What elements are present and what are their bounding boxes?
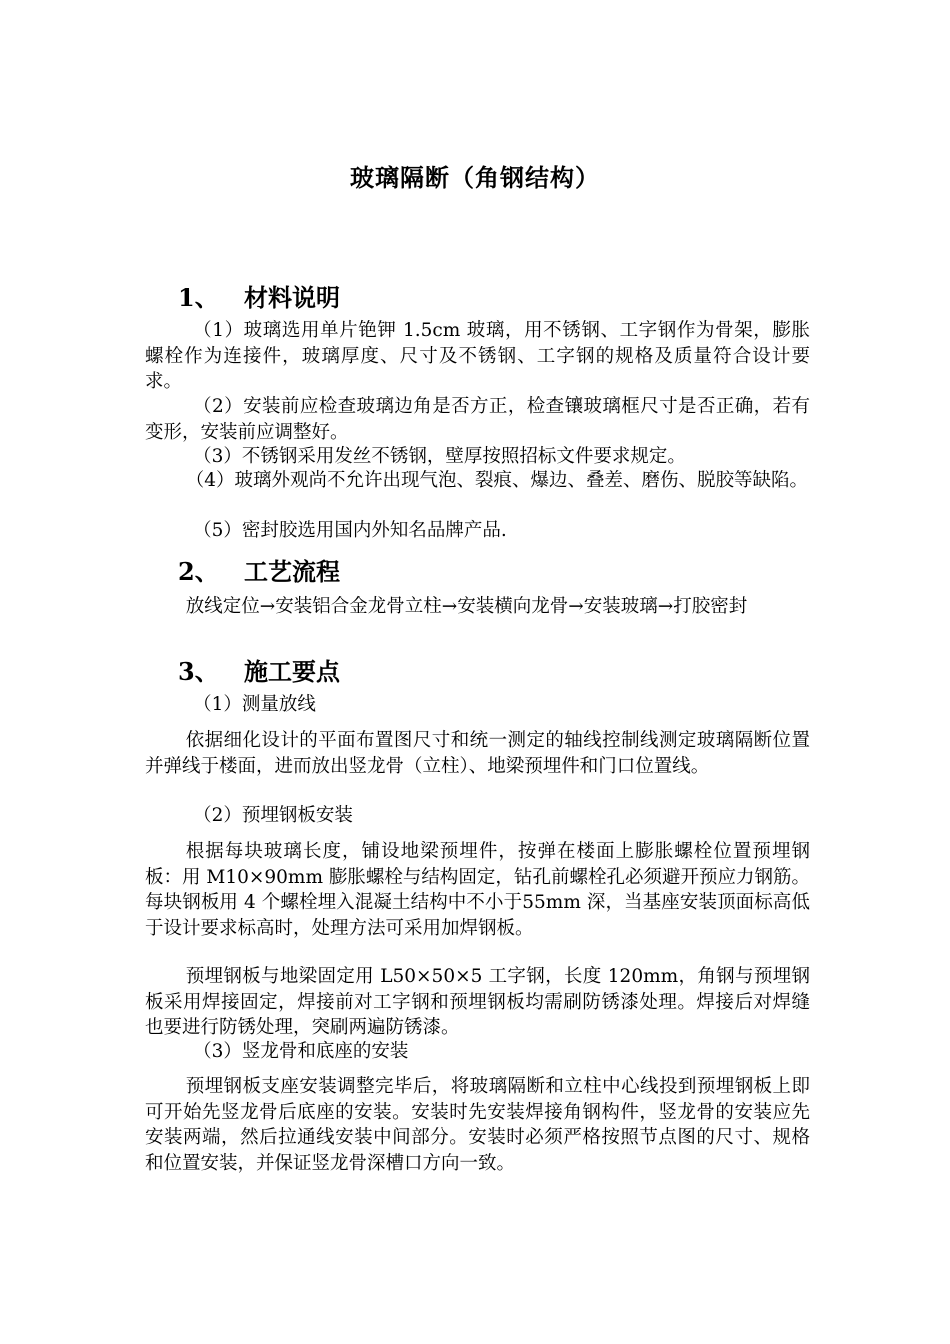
paragraph: 预埋钢板支座安装调整完毕后，将玻璃隔断和立柱中心线投到预埋钢板上即可开始先竖龙骨后底座的安装。安装时先安装焊接角钢构件，竖龙骨的安装应先安装两端，然后拉通线安装中间部分。安装时必须严格按照节点图的尺寸、规格和位置安装，并保证竖龙骨深槽口方向一致。 bbox=[145, 1076, 810, 1174]
paragraph: （2）安装前应检查玻璃边角是否方正，检查镶玻璃框尺寸是否正确，若有变形，安装前应调整好。 bbox=[145, 396, 810, 443]
paragraph: （5）密封胶选用国内外知名品牌产品. bbox=[193, 520, 507, 541]
document-title: 玻璃隔断（角钢结构） bbox=[350, 163, 600, 192]
section-title: 施工要点 bbox=[244, 657, 340, 686]
paragraph: （3）不锈钢采用发丝不锈钢，壁厚按照招标文件要求规定。 bbox=[193, 446, 686, 467]
paragraph: （4）玻璃外观尚不允许出现气泡、裂痕、爆边、叠差、磨伤、脱胶等缺陷。 bbox=[185, 470, 808, 491]
section-number: 2、 bbox=[178, 557, 219, 586]
section-title: 材料说明 bbox=[244, 283, 340, 312]
section-title: 工艺流程 bbox=[244, 557, 340, 586]
paragraph: 放线定位→安装铝合金龙骨立柱→安装横向龙骨→安装玻璃→打胶密封 bbox=[185, 596, 748, 617]
subheading: （1）测量放线 bbox=[193, 694, 316, 715]
subheading: （2）预埋钢板安装 bbox=[193, 805, 353, 826]
section-heading-key-points bbox=[178, 652, 340, 687]
paragraph: （1）玻璃选用单片铯钾 1.5cm 玻璃，用不锈钢、工字钢作为骨架，膨胀螺栓作为连接件，玻璃厚度、尺寸及不锈钢、工字钢的规格及质量符合设计要求。 bbox=[145, 320, 810, 392]
paragraph: 根据每块玻璃长度，铺设地梁预埋件，按弹在楼面上膨胀螺栓位置预埋钢板：用 M10×90mm 膨胀螺栓与结构固定，钻孔前螺栓孔必须避开预应力钢筋。每块钢板用 4 个螺栓埋入混凝土结构中不小于55mm 深，当基座安装顶面标高低于设计要求标高时，处理方法可采用加焊钢板。 bbox=[145, 841, 810, 939]
section-heading-materials bbox=[178, 278, 340, 313]
section-number: 3、 bbox=[178, 657, 219, 686]
paragraph: 依据细化设计的平面布置图尺寸和统一测定的轴线控制线测定玻璃隔断位置并弹线于楼面，进而放出竖龙骨（立柱）、地梁预埋件和门口位置线。 bbox=[145, 730, 810, 777]
section-number: 1、 bbox=[178, 283, 219, 312]
section-heading-process-flow bbox=[178, 552, 340, 587]
subheading: （3）竖龙骨和底座的安装 bbox=[193, 1041, 409, 1062]
paragraph: 预埋钢板与地梁固定用 L50×50×5 工字钢，长度 120mm，角钢与预埋钢板采用焊接固定，焊接前对工字钢和预埋钢板均需刷防锈漆处理。焊接后对焊缝也要进行防锈处理，突刷两遍防锈漆。 bbox=[145, 966, 810, 1038]
